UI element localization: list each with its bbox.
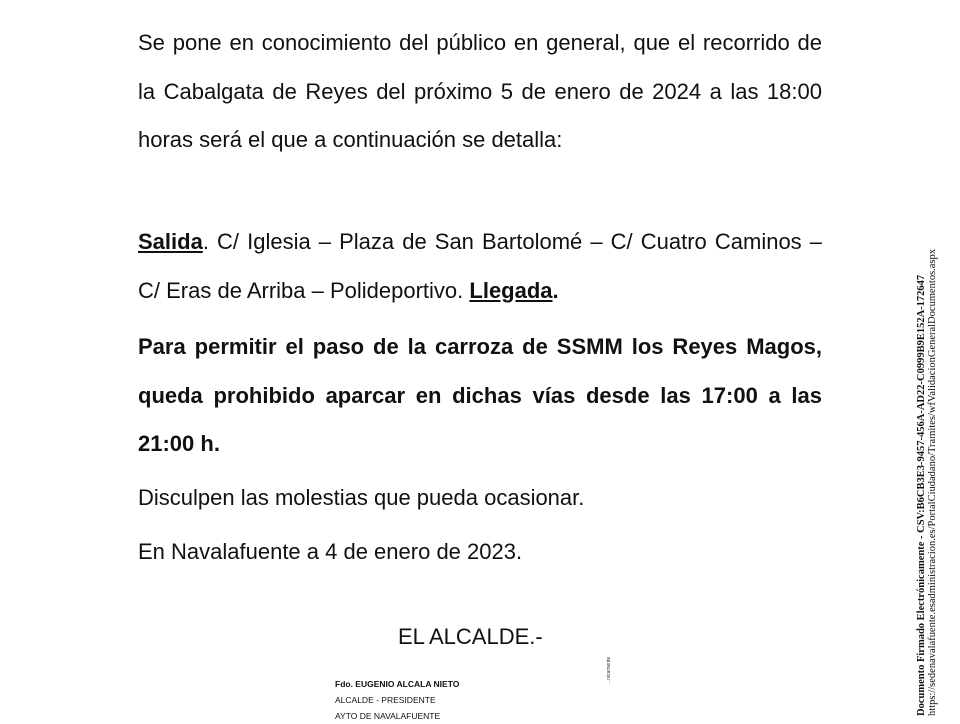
electronic-signature-stamp <box>916 216 938 716</box>
stamp-csv: - CSV:B6CB3E3-9457-456A-AD22-C0999B9E152A-172647 <box>916 274 927 542</box>
route-end-punct: . <box>552 277 559 303</box>
llegada-label: Llegada <box>469 277 553 303</box>
salida-label: Salida <box>138 229 203 254</box>
signoff: EL ALCALDE.- <box>398 624 543 649</box>
place-date-paragraph: En Navalafuente a 4 de enero de 2023. <box>138 539 523 564</box>
stamp-title: Documento Firmado Electrónicamente <box>916 541 927 716</box>
parking-prohibition-paragraph: Para permitir el paso de la carroza de SSMM los Reyes Magos, queda prohibido aparcar en dichas vías desde las 17:00 a las 21:00 h. <box>138 334 822 456</box>
intro-paragraph: Se pone en conocimiento del público en general, que el recorrido de la Cabalgata de Reyes del próximo 5 de enero de 2024 a las 18:00 horas será el que a continuación se detalla: <box>138 30 822 152</box>
signature-org: AYTO DE NAVALAFUENTE <box>335 711 441 721</box>
apology-paragraph: Disculpen las molestias que pueda ocasionar. <box>138 485 585 510</box>
signature-vertical-note: ...nicamente <box>606 656 612 684</box>
signature-name: Fdo. EUGENIO ALCALA NIETO <box>335 679 460 689</box>
signature-role: ALCALDE - PRESIDENTE <box>335 695 436 705</box>
stamp-validation-url[interactable]: https://sedenavalafuente.esadministracion.es/PortalCiudadano/Tramites/wfValidacionGeneralDocumentos.aspx <box>927 248 938 716</box>
route-text: . C/ Iglesia – Plaza de San Bartolomé – C/ Cuatro Caminos – C/ Eras de Arriba – Polideportivo. <box>138 229 822 303</box>
signature-block <box>335 676 459 724</box>
route-paragraph <box>138 218 822 315</box>
